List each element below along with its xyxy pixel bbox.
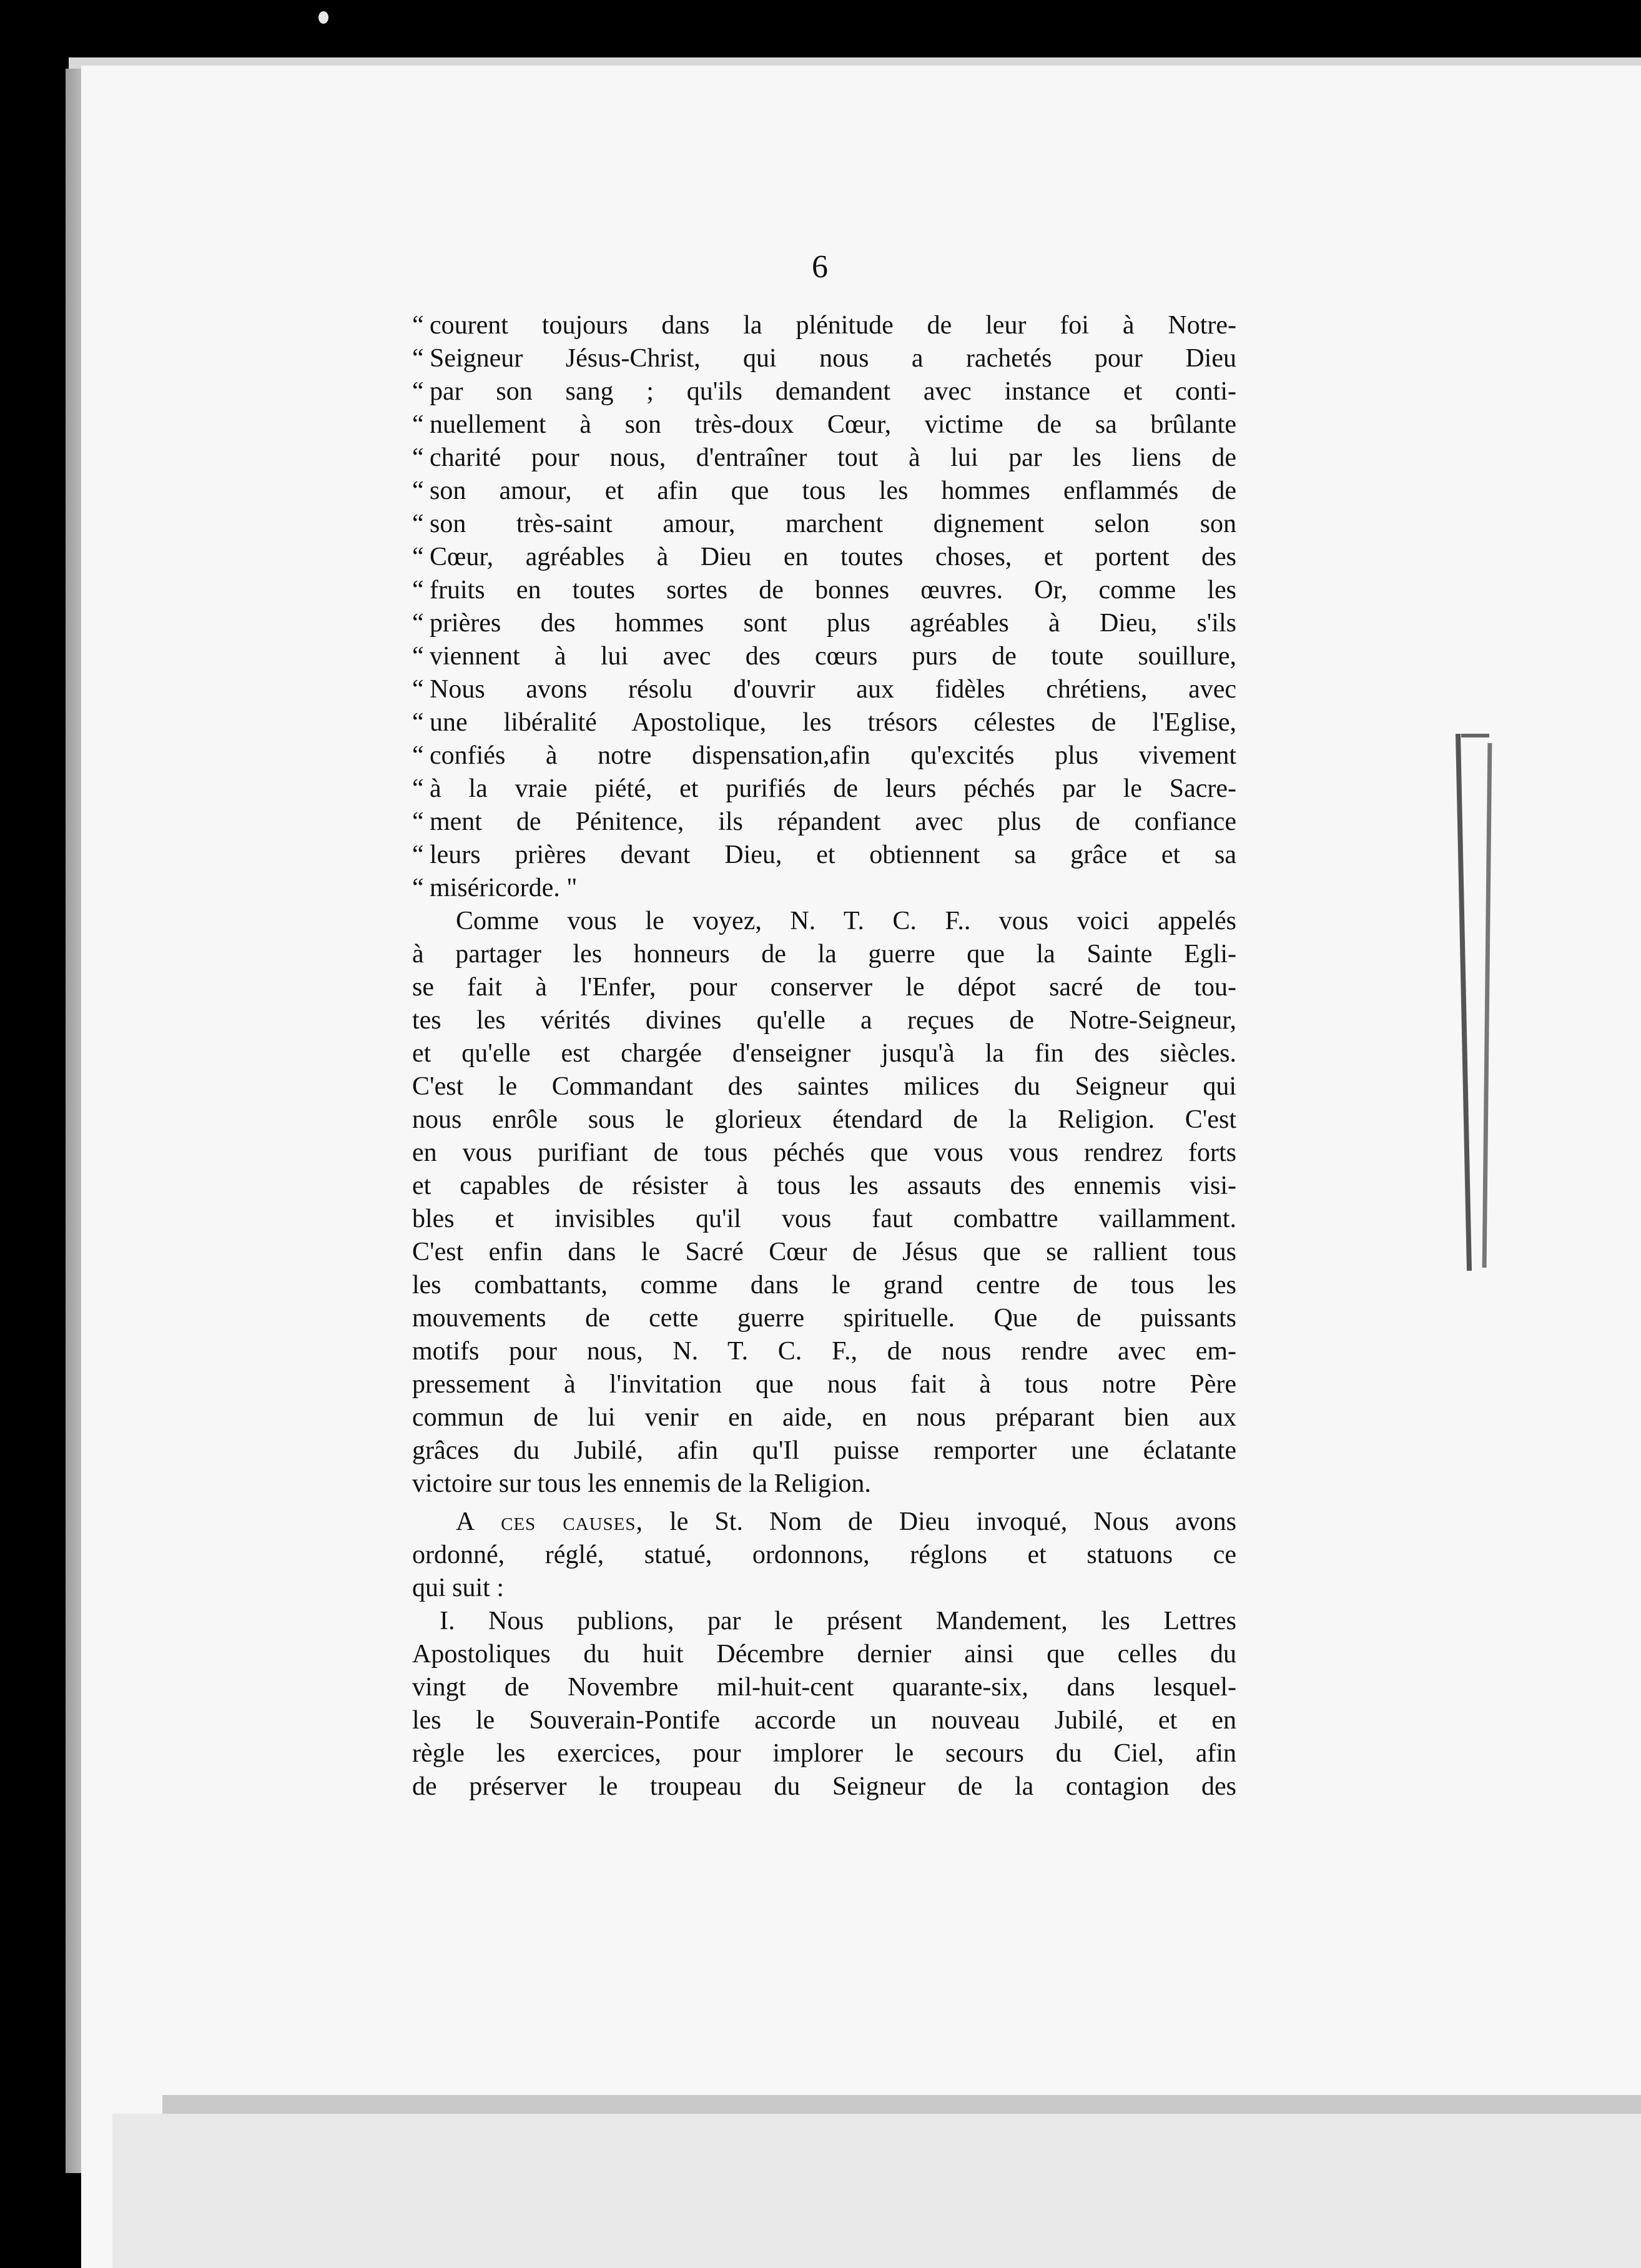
text-line: “ une libéralité Apostolique, les trésors célestes de l'Eglise, <box>412 706 1236 739</box>
text-line: “ ment de Pénitence, ils répandent avec plus de confiance <box>412 806 1236 839</box>
text-line: “ fruits en toutes sortes de bonnes œuvres. Or, comme les <box>412 574 1236 607</box>
text-line: “ prières des hommes sont plus agréables à Dieu, s'ils <box>412 607 1236 640</box>
text-line: Apostoliques du huit Décembre dernier ainsi que celles du <box>412 1640 1236 1669</box>
text-line: mouvements de cette guerre spirituelle. Que de puissants <box>412 1304 1236 1333</box>
quote-mark: “ <box>412 311 424 340</box>
paragraph-article-one <box>412 1605 1236 1803</box>
quote-mark: “ <box>412 543 424 571</box>
text-line: Comme vous le voyez, N. T. C. F.. vous voici appelés <box>456 907 1236 935</box>
page-bottom-edge <box>162 2095 1641 2114</box>
text-line: vingt de Novembre mil-huit-cent quarante-six, dans lesquel- <box>412 1673 1236 1702</box>
page-bottom-shadow <box>112 2114 1641 2268</box>
text-line: en vous purifiant de tous péchés que vous vous rendrez forts <box>412 1138 1236 1167</box>
quote-mark: “ <box>412 576 424 604</box>
body-text <box>412 309 1236 1803</box>
quote-mark: “ <box>412 841 424 869</box>
text-line: C'est enfin dans le Sacré Cœur de Jésus que se rallient tous <box>412 1238 1236 1266</box>
text-line: motifs pour nous, N. T. C. F., de nous rendre avec em- <box>412 1337 1236 1366</box>
text-line: les combattants, comme dans le grand centre de tous les <box>412 1271 1236 1299</box>
quote-mark: “ <box>412 377 424 406</box>
text-line: A ces causes, le St. Nom de Dieu invoqué, Nous avons <box>456 1507 1237 1536</box>
paragraph-causes <box>412 1506 1236 1605</box>
text-line: commun de lui venir en aide, en nous préparant bien aux <box>412 1403 1236 1432</box>
text-line: “ Nous avons résolu d'ouvrir aux fidèles chrétiens, avec <box>412 673 1236 706</box>
quote-mark: “ <box>412 807 424 836</box>
quoted-passage <box>412 309 1236 905</box>
quote-mark: “ <box>412 443 424 472</box>
text-line: “ son très-saint amour, marchent dignement selon son <box>412 508 1236 541</box>
quote-mark: “ <box>412 774 424 803</box>
quote-mark: “ <box>412 344 424 373</box>
text-line: “ confiés à notre dispensation,afin qu'excités plus vivement <box>412 739 1236 772</box>
page-number: 6 <box>812 249 828 285</box>
scan-speck <box>318 11 328 24</box>
quote-mark: “ <box>412 642 424 671</box>
text-line: “ courent toujours dans la plénitude de leur foi à Notre- <box>412 309 1236 342</box>
causes-lead: A ces causes, <box>456 1507 643 1536</box>
text-line: “ Seigneur Jésus-Christ, qui nous a rachetés pour Dieu <box>412 342 1236 375</box>
paragraph-appeal <box>412 905 1236 1501</box>
text-line: C'est le Commandant des saintes milices du Seigneur qui <box>412 1072 1236 1101</box>
quote-mark: “ <box>412 476 424 505</box>
text-line: bles et invisibles qu'il vous faut combattre vaillamment. <box>412 1205 1236 1233</box>
text-line: nous enrôle sous le glorieux étendard de la Religion. C'est <box>412 1105 1236 1134</box>
text-line: I. Nous publions, par le présent Mandement, les Lettres <box>440 1607 1236 1635</box>
text-line: “ Cœur, agréables à Dieu en toutes choses, et portent des <box>412 541 1236 574</box>
quote-mark: “ <box>412 609 424 638</box>
text-line: se fait à l'Enfer, pour conserver le dépot sacré de tou- <box>412 973 1236 1002</box>
text-line: “ miséricorde. " <box>412 872 1236 905</box>
text-line: “ leurs prières devant Dieu, et obtiennent sa grâce et sa <box>412 839 1236 872</box>
text-line: “ son amour, et afin que tous les hommes enflammés de <box>412 475 1236 508</box>
paper-strip-top-edge <box>1461 734 1489 737</box>
text-line: de préserver le troupeau du Seigneur de la contagion des <box>412 1772 1236 1801</box>
text-line: les le Souverain-Pontife accorde un nouveau Jubilé, et en <box>412 1706 1236 1735</box>
text-line: qui suit : <box>412 1574 505 1602</box>
text-line: victoire sur tous les ennemis de la Religion. <box>412 1469 871 1498</box>
text-line: “ charité pour nous, d'entraîner tout à lui par les liens de <box>412 441 1236 475</box>
text-line: pressement à l'invitation que nous fait à tous notre Père <box>412 1370 1236 1399</box>
quote-mark: “ <box>412 510 424 538</box>
text-line: à partager les honneurs de la guerre que la Sainte Egli- <box>412 940 1236 969</box>
text-line: tes les vérités divines qu'elle a reçues de Notre-Seigneur, <box>412 1006 1236 1035</box>
quote-mark: “ <box>412 410 424 439</box>
quote-mark: “ <box>412 708 424 737</box>
text-line: et qu'elle est chargée d'enseigner jusqu'à la fin des siècles. <box>412 1039 1236 1068</box>
quote-mark: “ <box>412 741 424 770</box>
quote-mark: “ <box>412 874 424 902</box>
text-line: ordonné, réglé, statué, ordonnons, réglons et statuons ce <box>412 1541 1236 1569</box>
text-line: “ viennent à lui avec des cœurs purs de toute souillure, <box>412 640 1236 673</box>
text-line: “ nuellement à son très-doux Cœur, victime de sa brûlante <box>412 408 1236 441</box>
text-line: “ par son sang ; qu'ils demandent avec instance et conti- <box>412 375 1236 408</box>
text-line: et capables de résister à tous les assauts des ennemis visi- <box>412 1171 1236 1200</box>
text-line: règle les exercices, pour implorer le secours du Ciel, afin <box>412 1739 1236 1768</box>
text-line: grâces du Jubilé, afin qu'Il puisse remporter une éclatante <box>412 1436 1236 1465</box>
text-line: “ à la vraie piété, et purifiés de leurs péchés par le Sacre- <box>412 772 1236 806</box>
quote-mark: “ <box>412 675 424 704</box>
